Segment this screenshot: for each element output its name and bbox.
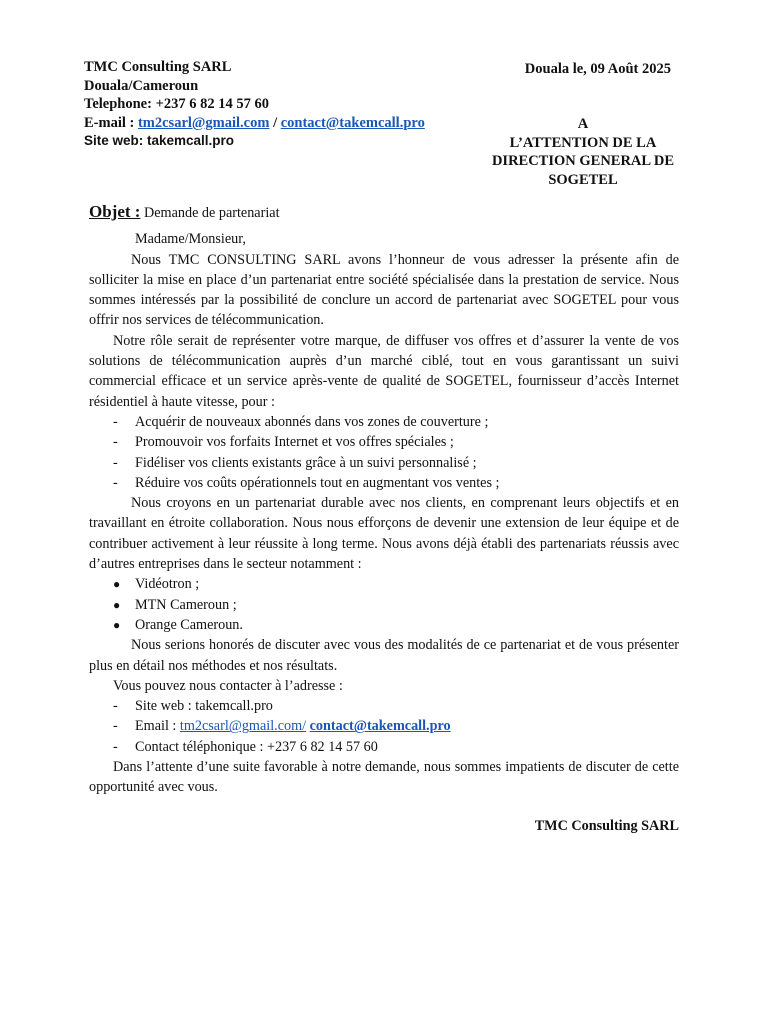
bullet-marker: ● xyxy=(113,577,121,592)
sender-phone: Telephone: +237 6 82 14 57 60 xyxy=(84,96,269,112)
bullet-marker: ● xyxy=(113,617,121,632)
contact-phone: Contact téléphonique : +237 6 82 14 57 60 xyxy=(135,738,378,755)
paragraph-3: Nous croyons en un partenariat durable avec nos clients, en comprenant leurs objectifs et en travaillant en étroite collaboration. Nous nous efforçons de devenir une extension de leur équipe et de contribuer activement à leur réussite à long terme. Nous avons déjà établi des partenariats réussis avec d’autres entreprises dans le secteur notamment : xyxy=(89,495,679,573)
sender-website: Site web: takemcall.pro xyxy=(84,133,235,148)
letter-date: Douala le, 09 Août 2025 xyxy=(524,61,671,77)
list-item: - Fidéliser vos clients existants grâce à un suivi personnalisé ; xyxy=(89,453,679,473)
list-item: - Promouvoir vos forfaits Internet et vos offres spéciales ; xyxy=(89,432,679,452)
dash-marker: - xyxy=(113,698,118,715)
recipient-line-4: SOGETEL xyxy=(548,171,618,188)
salutation: Madame/Monsieur, xyxy=(135,231,246,248)
sender-block xyxy=(84,58,425,151)
goals-list xyxy=(89,412,679,493)
list-item xyxy=(89,696,679,716)
list-item: ● Orange Cameroun. xyxy=(89,615,679,635)
recipient-line-2: L’ATTENTION DE LA xyxy=(509,134,657,151)
list-item: - Réduire vos coûts opérationnels tout en augmentant vos ventes ; xyxy=(89,473,679,493)
sender-email-link-2[interactable]: contact@takemcall.pro xyxy=(280,114,425,131)
contacts-list xyxy=(89,696,679,757)
partners-list xyxy=(89,574,679,635)
contact-email-link-1[interactable]: tm2csarl@gmail.com/ xyxy=(179,718,307,735)
dash-marker: - xyxy=(113,413,118,430)
list-item: ● MTN Cameroun ; xyxy=(89,595,679,615)
contact-email-label: Email : xyxy=(135,718,180,735)
dash-marker: - xyxy=(113,738,118,755)
dash-marker: - xyxy=(113,474,118,491)
contact-intro: Vous pouvez nous contacter à l’adresse : xyxy=(113,677,343,694)
paragraph-4: Nous serions honorés de discuter avec vous des modalités de ce partenariat et de vous présenter plus en détail nos méthodes et nos résultats. xyxy=(89,637,679,674)
paragraph-1: Nous TMC CONSULTING SARL avons l’honneur de vous adresser la présente afin de solliciter la mise en place d’un partenariat entre société spécialisée dans la prestation de service. Nous sommes intéressés par la possibilité de conclure un accord de partenariat avec SOGETEL pour vous offrir nos services de télécommunication. xyxy=(89,251,679,329)
sender-city: Douala/Cameroun xyxy=(84,77,199,94)
list-item: ● Vidéotron ; xyxy=(89,574,679,594)
paragraph-2: Notre rôle serait de représenter votre marque, de diffuser vos offres et d’assurer la vente de vos solutions de télécommunication auprès d’un marché ciblé, tout en vous garantissant un suivi commercial efficace et un service après-vente de qualité de SOGETEL, fournisseur d’accès Internet résidentiel à haute vitesse, pour : xyxy=(89,332,679,410)
dash-marker: - xyxy=(113,454,118,471)
closing-paragraph: Dans l’attente d’une suite favorable à notre demande, nous sommes impatients de discuter de cette opportunité avec vous. xyxy=(89,759,679,796)
bullet-marker: ● xyxy=(113,597,121,612)
subject-label: Objet : xyxy=(89,202,141,221)
recipient-line-1: A xyxy=(577,116,589,132)
sender-email-line xyxy=(84,114,425,133)
sender-email-link-1[interactable]: tm2csarl@gmail.com xyxy=(137,114,270,131)
dash-marker: - xyxy=(113,718,118,735)
recipient-line-3: DIRECTION GENERAL DE xyxy=(491,153,675,169)
subject-line xyxy=(89,202,679,223)
recipient-block xyxy=(470,115,696,189)
signature: TMC Consulting SARL xyxy=(534,817,679,834)
subject-text: Demande de partenariat xyxy=(140,205,280,221)
sender-email-separator: / xyxy=(269,114,281,131)
list-item xyxy=(89,737,679,757)
sender-company: TMC Consulting SARL xyxy=(84,59,232,75)
letter-body xyxy=(89,202,679,836)
contact-site: Site web : takemcall.pro xyxy=(135,698,273,715)
sender-email-label: E-mail : xyxy=(84,114,138,131)
dash-marker: - xyxy=(113,434,118,451)
contact-email-link-2[interactable]: contact@takemcall.pro xyxy=(309,718,451,735)
list-item: - Acquérir de nouveaux abonnés dans vos zones de couverture ; xyxy=(89,412,679,432)
list-item xyxy=(89,716,679,736)
